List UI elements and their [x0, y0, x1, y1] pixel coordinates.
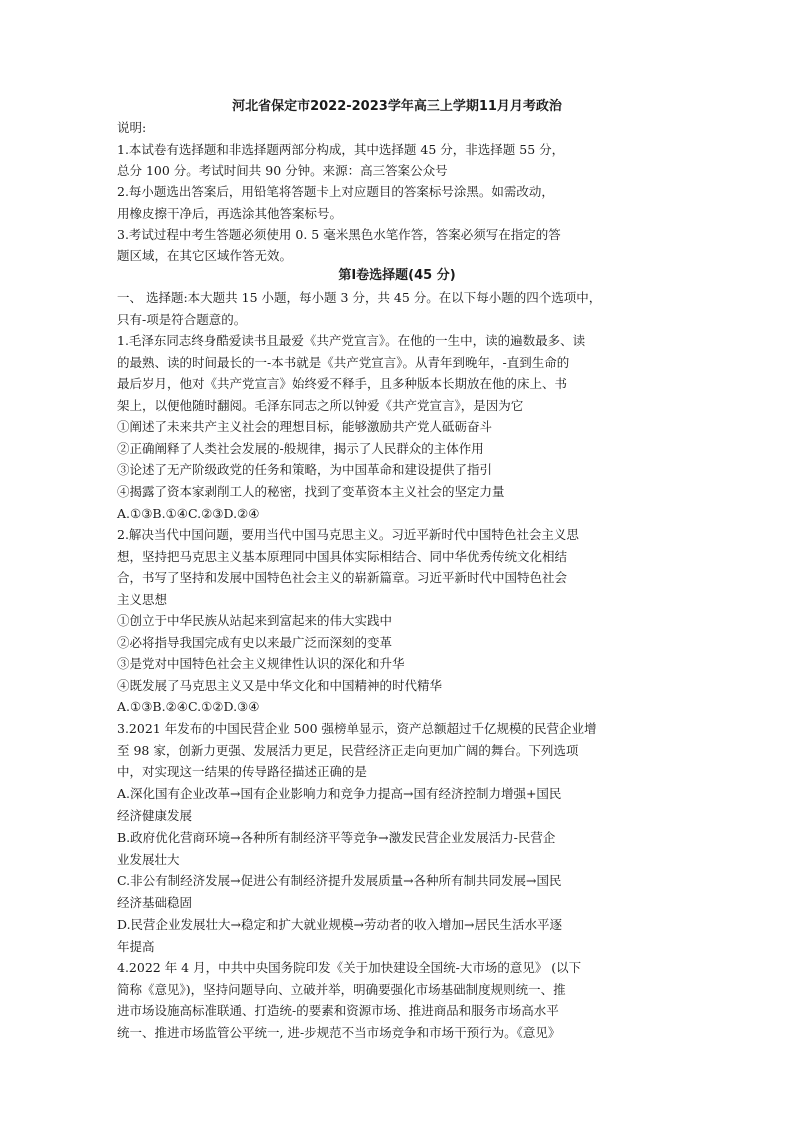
q1-item: ④揭露了资本家剥削工人的秘密，找到了变革资本主义社会的坚定力量 — [117, 484, 505, 499]
instruction-line: 1.本试卷有选择题和非选择题两部分构成，其中选择题 45 分，非选择题 55 分， — [117, 142, 565, 157]
q3-option-line: 年提高 — [117, 939, 155, 954]
instruction-line: 3.考试过程中考生答题必须使用 0. 5 毫米黑色水笔作答，答案必须写在指定的答 — [117, 227, 561, 242]
q1-stem-line: 的最熟、读的时间最长的一-本书就是《共产党宣言》。从青年到晚年，-直到生命的 — [117, 355, 570, 370]
q2-stem-line: 合，书写了坚持和发展中国特色社会主义的崭新篇章。习近平新时代中国特色社会 — [117, 570, 568, 585]
q2-options: A.①③B.②④C.①②D.③④ — [117, 699, 260, 714]
q3-option-line: D.民营企业发展壮大→稳定和扩大就业规模→劳动者的收入增加→居民生活水平逐 — [117, 917, 562, 932]
instruction-line: 用橡皮擦干净后，再选涂其他答案标号。 — [117, 206, 343, 221]
q2-item: ①创立于中华民族从站起来到富起来的伟大实践中 — [117, 613, 393, 628]
q3-stem-line: 中，对实现这一结果的传导路径描述正确的是 — [117, 764, 368, 779]
instructions-heading: 说明: — [117, 120, 147, 135]
q2-stem-line: 主义思想 — [117, 592, 168, 607]
q3-stem-line: 3.2021 年发布的中国民营企业 500 强榜单显示，资产总额超过千亿规模的民营企业增 — [117, 721, 597, 736]
q1-item: ①阐述了未来共产主义社会的理想目标，能够激励共产党人砥砺奋斗 — [117, 419, 493, 434]
q1-item: ②正确阐释了人类社会发展的-般规律，揭示了人民群众的主体作用 — [117, 441, 484, 456]
q1-item: ③论述了无产阶级政党的任务和策略，为中国革命和建设提供了指引 — [117, 462, 493, 477]
q3-stem-line: 至 98 家，创新力更强、发展活力更足，民营经济正走向更加广阔的舞台。下列选项 — [117, 743, 579, 758]
instruction-line: 题区域，在其它区域作答无效。 — [117, 248, 293, 263]
q4-stem-line: 简称《意见》)，坚持问题导向、立破并举，明确要强化市场基础制度规则统一、推 — [117, 982, 566, 997]
q3-option-line: 经济健康发展 — [117, 808, 193, 823]
q2-stem-line: 2.解决当代中国问题，要用当代中国马克思主义。习近平新时代中国特色社会主义思 — [117, 527, 579, 542]
instruction-line: 总分 100 分。考试时间共 90 分钟。来源：高三答案公众号 — [117, 163, 448, 178]
q3-option-line: 经济基础稳固 — [117, 895, 193, 910]
q4-stem-line: 4.2022 年 4 月，中共中央国务院印发《关于加快建设全国统-大市场的意见》 (以下 — [117, 960, 582, 975]
q3-option-line: C.非公有制经济发展→促进公有制经济提升发展质量→各种所有制共同发展→国民 — [117, 873, 562, 888]
q3-option-line: 业发展壮大 — [117, 852, 180, 867]
q4-stem-line: 进市场设施高标准联通、打造统-的要素和资源市场、推进商品和服务市场高水平 — [117, 1003, 559, 1018]
q2-item: ③是党对中国特色社会主义规律性认识的深化和升华 — [117, 656, 405, 671]
section-intro-line: 一、 选择题:本大题共 15 小题，每小题 3 分，共 45 分。在以下每小题的四个选项中， — [117, 290, 602, 305]
page-title: 河北省保定市2022-2023学年高三上学期11月月考政治 — [232, 99, 562, 114]
q1-stem-line: 最后岁月，他对《共产党宣言》始终爱不释手，且多种版本长期放在他的床上、书 — [117, 376, 568, 391]
q2-item: ②必将指导我国完成有史以来最广泛而深刻的变革 — [117, 635, 393, 650]
section-title: 第Ⅰ卷选择题(45 分) — [338, 268, 456, 283]
q3-option-line: B.政府优化营商环境→各种所有制经济平等竞争→激发民营企业发展活力-民营企 — [117, 830, 556, 845]
q3-option-line: A.深化国有企业改革→国有企业影响力和竞争力提高→国有经济控制力增强+国民 — [117, 786, 562, 801]
instruction-line: 2.每小题选出答案后，用铅笔将答题卡上对应题目的答案标号涂黑。如需改动， — [117, 184, 554, 199]
q1-options: A.①③B.①④C.②③D.②④ — [117, 506, 260, 521]
section-intro-line: 只有-项是符合题意的。 — [117, 312, 247, 327]
q1-stem-line: 1.毛泽东同志终身酷爱读书且最爱《共产党宣言》。在他的一生中，读的遍数最多、读 — [117, 333, 586, 348]
q2-item: ④既发展了马克思主义又是中华文化和中国精神的时代精华 — [117, 678, 443, 693]
q1-stem-line: 架上，以便他随时翻阅。毛泽东同志之所以钟爱《共产党宣言》，是因为它 — [117, 398, 524, 413]
q4-stem-line: 统一、推进市场监管公平统一, 进-步规范不当市场竞争和市场干预行为。《意见》 — [117, 1025, 561, 1040]
q2-stem-line: 想，坚持把马克思主义基本原理同中国具体实际相结合、同中华优秀传统文化相结 — [117, 549, 568, 564]
